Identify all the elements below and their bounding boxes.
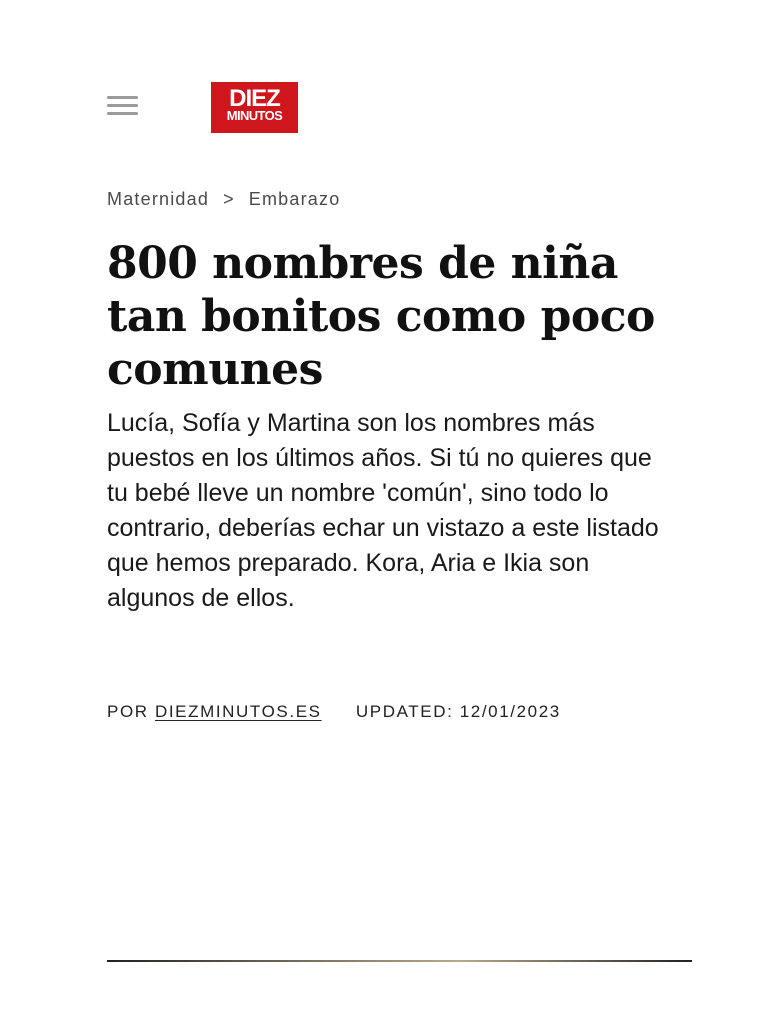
breadcrumb-item-maternidad[interactable]: Maternidad: [107, 189, 210, 209]
content-divider: [107, 960, 692, 962]
breadcrumb-item-embarazo[interactable]: Embarazo: [248, 189, 341, 209]
logo-line-1: DIEZ: [229, 85, 280, 112]
menu-bar: [107, 96, 138, 99]
author-link[interactable]: DIEZMINUTOS.ES: [154, 702, 322, 721]
site-logo[interactable]: [211, 82, 298, 133]
breadcrumb-separator: >: [223, 189, 235, 209]
article-byline: [107, 702, 561, 722]
menu-bar: [107, 112, 138, 115]
article-title: 800 nombres de niña tan bonitos como poco comunes: [107, 238, 655, 395]
menu-bar: [107, 104, 138, 107]
hamburger-menu-icon[interactable]: [107, 96, 138, 116]
updated-label: UPDATED:: [355, 702, 454, 721]
byline-prefix: POR: [107, 702, 149, 721]
breadcrumb: [107, 189, 340, 210]
updated-date: 12/01/2023: [459, 702, 561, 721]
article-summary: Lucía, Sofía y Martina son los nombres más puestos en los últimos años. Si tú no quieres que tu bebé lleve un nombre 'común', sino todo lo contrario, deberías echar un vistazo a este listado que hemos preparado. Kora, Aria e Ikia son algunos de ellos.: [107, 409, 659, 612]
logo-line-2: MINUTOS: [226, 108, 283, 123]
